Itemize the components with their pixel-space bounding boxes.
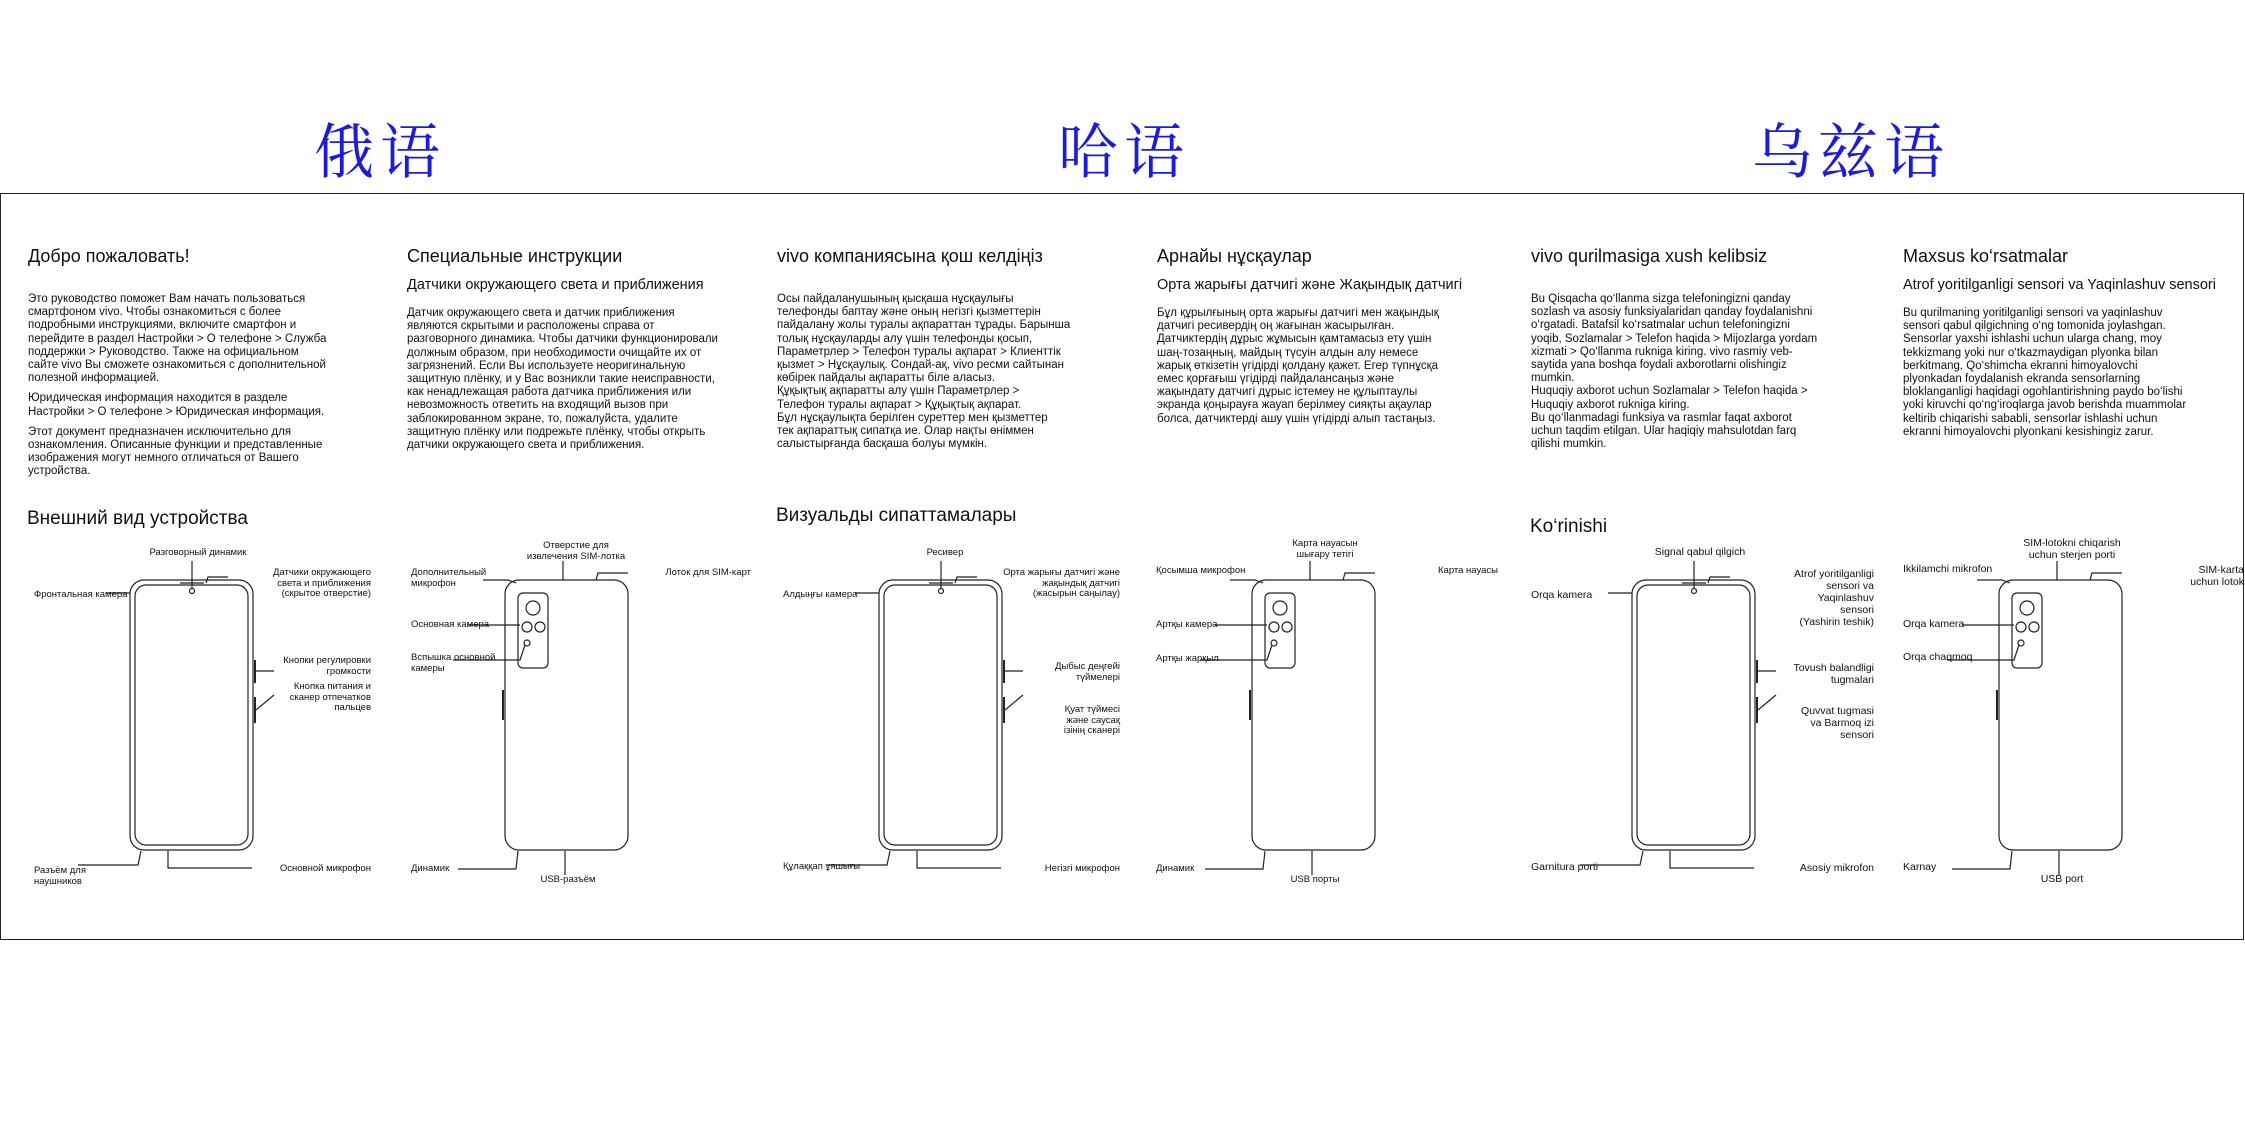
kk-label-sim-tray: Карта науасы [1438,565,1498,576]
front-camera-hole [1692,589,1697,594]
ru-welcome-title: Добро пожаловать! [28,246,190,266]
ru-front-diagram [28,535,371,895]
kk-label-volume: Дыбыс деңгейі түймелері [1055,661,1120,683]
camera-lens-2 [522,622,532,632]
ru-label-sim-hole: Отверстие для извлечения SIM-лотка [526,540,626,562]
camera-lens-3 [2029,622,2039,632]
ru-label-speaker: Динамик [411,863,450,874]
kk-special-column [1157,246,1517,433]
kk-special-subtitle: Орта жарығы датчигі және Жақындық датчигі [1157,277,1463,293]
phone-body-outline [1632,580,1755,850]
language-heading-russian: 俄语 [314,118,446,188]
uz-label-volume: Tovush balandligi tugmalari [1793,662,1874,686]
ru-label-sim-tray: Лоток для SIM-карт [665,567,751,578]
uz-label-main-camera: Orqa kamera [1903,618,1965,630]
kk-label-sensors: Орта жарығы датчигі және жақындық датчигі (жасырын саңылау) [1003,567,1120,599]
phone-screen-outline [135,585,248,845]
ru-special-column [407,246,767,459]
ru-appearance-title: Внешний вид устройства [27,508,248,529]
kk-label-front-camera: Алдыңғы камера [783,589,858,600]
ru-label-power: Кнопка питания и сканер отпечатков пальцев [289,681,371,713]
kk-front-diagram [777,535,1120,895]
uz-label-headphone: Garnitura porti [1531,861,1599,873]
camera-lens-3 [535,622,545,632]
main-camera-lens [1273,601,1287,615]
main-camera-lens [2020,601,2034,615]
kk-back-diagram [1155,535,1498,895]
uz-label-usb: USB port [2040,873,2084,885]
kk-label-headphone: Құлаққап ұяшығы [783,861,861,872]
leader-headphone [78,851,141,865]
ru-back-diagram [408,535,751,895]
uz-special-subtitle: Atrof yoritilganligi sensori va Yaqinlashuv sensori [1903,277,2216,293]
ru-welcome-column [28,246,388,486]
uz-label-speaker: Karnay [1903,861,1937,873]
uz-welcome-column [1531,246,1891,458]
ru-special-paragraph: Датчик окружающего света и датчик приближения являются скрытыми и расположены справа от разговорного динамика. Чтобы датчики функционировали должным образом, при необходимости очищайте их от загрязнений. Если Вы используете неоригинальную защитную плёнку, и у Вас возникли такие неисправности, как ненадлежащая работа датчика приближения или невозможность ответить на входящий вызов при заблокированном экране, то, пожалуйста, удалите защитную плёнку или подрежьте плёнку, чтобы открыть датчики окружающего света и приближения. [407,307,718,452]
uz-label-sim-hole: SIM-lotokni chiqarish uchun sterjen porti [2023,537,2121,561]
leader-speaker [1205,851,1265,869]
kk-label-sim-hole: Карта науасын шығару тетігі [1292,538,1358,560]
front-camera-hole [190,589,195,594]
ru-label-main-mic: Основной микрофон [279,863,371,874]
leader-sim-tray [2090,573,2122,580]
phone-body-outline [505,580,628,850]
ru-label-volume: Кнопки регулировки громкости [283,655,371,677]
ru-label-flash: Вспышка основной камеры [411,652,496,674]
ru-label-extra-mic: Дополнительный микрофон [411,567,487,589]
uz-special-column [1903,246,2233,446]
uz-welcome-title: vivo qurilmasiga xush kelibsiz [1531,246,1768,266]
kk-label-usb: USB порты [1290,874,1340,885]
ru-special-subtitle: Датчики окружающего света и приближения [407,277,704,293]
kk-label-main-camera: Артқы камера [1156,619,1218,630]
phone-body-outline [1999,580,2122,850]
kk-welcome-column [777,246,1137,458]
kk-welcome-paragraph: Осы пайдаланушының қысқаша нұсқаулығы телефонды баптау және оның негізгі қызметтерін пайдалану жолы туралы ақпараттан тұрады. Барынша толық нұсқауларды алу үшін телефонды қосып, Параметрлер > Телефон туралы ақпарат > Клиенттік қызмет > Нұсқаулық. Сондай-ақ, vivo ресми сайтынан көбірек пайдалы ақпаратты біле аласыз. Құқықтық ақпаратты алу үшін Параметрлер > Телефон туралы ақпарат > Құқықтық ақпарат. Бұл нұсқаулықта берілген суреттер мен қызметтер тек ақпараттық сипатқа ие. Олар нақты өніммен салыстырғанда басқаша болуы мүмкін. [777,293,1071,451]
ru-label-earpiece: Разговорный динамик [149,547,247,558]
kk-label-flash: Артқы жарқыл [1156,653,1219,664]
kk-special-title: Арнайы нұсқаулар [1157,246,1312,266]
phone-body-outline [879,580,1002,850]
kk-label-speaker: Динамик [1156,863,1195,874]
ru-welcome-paragraph-3: Этот документ предназначен исключительно для ознакомления. Описанные функции и представленные изображения могут немного отличаться от Вашего устройства. [28,425,323,478]
ru-label-usb: USB-разъём [540,874,596,885]
leader-speaker [458,851,518,869]
ru-label-front-camera: Фронтальная камера [34,589,128,600]
phone-screen-outline [884,585,997,845]
phone-screen-outline [1637,585,1750,845]
uz-appearance-title: Ko‘rinishi [1530,516,1608,537]
kk-special-paragraph: Бұл құрылғының орта жарығы датчигі мен жақындық датчигі ресивердің оң жағынан жасырылған. Датчиктердің дұрыс жұмысын қамтамасыз ету үшін шаң-тозаңның, майдың түсуін алдын алу немесе жарық өткізетін үгідірді қолдану қажет. Егер түпнұсқа емес қорғағыш үгідірді пайдалансаңыз және жақындату датчигі дұрыс істемеу не құлыптаулы экранда қоңырауға жауап берілмеу сияқты ақаулар болса, датчиктерді ашу үшін үгідірді алып тастаңыз. [1157,307,1439,425]
phone-body-outline [1252,580,1375,850]
uz-special-paragraph: Bu qurilmaning yoritilganligi sensori va yaqinlashuv sensori qabul qilgichning o‘ng tomonida joylashgan. Sensorlar yaxshi ishlashi uchun ularga chang, moy tekkizmang yoki nur o‘tkazmaydigan plyonka bilan berkitmang. Qo‘shimcha ekranni himoyalovchi plyonkadan foydalanish ekranda sensorlarning bloklanganligi haqidagi ogohlantirishning paydo bo‘lishi yoki kiruvchi qo‘ng‘iroqlarga javob berishda muammolar keltirib chiqarishi sababli, sensorlar ishlashi uchun ekranni himoyalovchi plyonkani kesishingiz zarur. [1903,307,2187,438]
language-heading-uzbek: 乌兹语 [1752,118,1950,188]
uz-label-power: Quvvat tugmasi va Barmoq izi sensori [1801,705,1874,741]
ru-special-title: Специальные инструкции [407,246,623,266]
uz-special-title: Maxsus ko‘rsatmalar [1903,246,2069,266]
ru-label-main-camera: Основная камера [411,619,490,630]
kk-label-extra-mic: Қосымша микрофон [1156,565,1246,576]
uz-back-diagram [1902,535,2242,895]
leader-speaker [1952,851,2012,869]
language-heading-kazakh: 哈语 [1058,118,1190,188]
kk-label-main-mic: Негізгі микрофон [1044,863,1120,874]
uz-label-sim-tray: SIM-karta uchun lotok [2190,564,2244,588]
kk-appearance-title: Визуальды сипаттамалары [776,505,1017,526]
ru-welcome-paragraph-1: Это руководство поможет Вам начать пользоваться смартфоном vivo. Чтобы ознакомиться с более подробными инструкциями, включите смартфон и перейдите в раздел Настройки > О телефоне > Служба поддержки > Руководство. Также на официальном сайте vivo Вы сможете ознакомиться с дополнительной полезной информацией. [28,293,327,385]
camera-lens-3 [1282,622,1292,632]
phone-body-outline [130,580,253,850]
camera-lens-2 [2016,622,2026,632]
uz-label-front-camera: Orqa kamera [1531,589,1593,601]
uz-front-diagram [1530,535,1874,895]
kk-welcome-title: vivo компаниясына қош келдіңіз [777,246,1043,266]
ru-label-headphone: Разъём для наушников [34,865,86,887]
uz-label-sensors: Atrof yoritilganligi sensori va Yaqinlashuv sensori (Yashirin teshik) [1794,568,1874,628]
camera-lens-2 [1269,622,1279,632]
uz-label-main-mic: Asosiy mikrofon [1799,862,1874,874]
uz-label-flash: Orqa chaqmoq [1903,651,1973,663]
uz-label-earpiece: Signal qabul qilgich [1654,546,1746,558]
uz-label-extra-mic: Ikkilamchi mikrofon [1903,563,1993,575]
kk-label-power: Қуат түймесі және саусақ ізінің сканері [1063,704,1120,736]
ru-welcome-paragraph-2: Юридическая информация находится в разделе Настройки > О телефоне > Юридическая информация. [28,392,325,418]
kk-label-earpiece: Ресивер [926,547,964,558]
uz-welcome-paragraph: Bu Qisqacha qo‘llanma sizga telefoningizni qanday sozlash va asosiy funksiyalaridan qanday foydalanishni o‘rgatadi. Batafsil ko‘rsatmalar uchun telefoningizni yoqib, Sozlamalar > Telefon haqida > Mijozlarga yordam xizmati > Qo‘llanma rukniga kiring. vivo rasmiy veb- saytida yana boshqa foydali axborotlarni olishingiz mumkin. Huquqiy axborot uchun Sozlamalar > Telefon haqida > Huquqiy axborot rukniga kiring. Bu qo‘llanmadagi funksiya va rasmlar faqat axborot uchun taqdim etilgan. Ular haqiqiy mahsulotdan farq qilishi mumkin. [1531,293,1818,451]
main-camera-lens [526,601,540,615]
ru-label-sensors: Датчики окружающего света и приближения (скрытое отверстие) [273,567,371,599]
